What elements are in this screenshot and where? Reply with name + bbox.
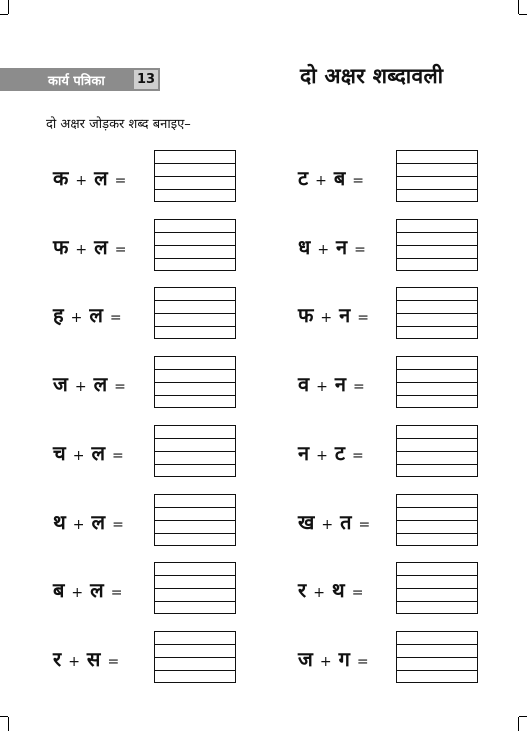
second-letter: न: [336, 235, 348, 259]
exercise-row: [0, 631, 527, 685]
equals-sign: =: [109, 310, 122, 326]
letter-equation: [298, 301, 369, 328]
first-letter: न: [298, 441, 310, 465]
second-letter: ल: [89, 303, 103, 327]
answer-writing-box[interactable]: [396, 631, 478, 683]
worksheet-tab: [0, 68, 160, 91]
plus-sign: +: [70, 310, 83, 326]
letter-equation: [298, 576, 363, 603]
exercise-row: [0, 219, 527, 273]
plus-sign: +: [75, 242, 88, 258]
equals-sign: =: [114, 379, 126, 395]
equals-sign: =: [352, 173, 364, 189]
first-letter: च: [53, 441, 66, 465]
second-letter: ल: [91, 510, 106, 534]
exercise-row: [0, 562, 527, 616]
plus-sign: +: [321, 517, 334, 533]
first-letter: ह: [53, 303, 64, 327]
first-letter: ज: [298, 647, 313, 671]
first-letter: र: [298, 578, 307, 602]
worksheet-tab-label: कार्य पत्रिका: [48, 73, 105, 89]
crop-mark: [519, 716, 527, 717]
first-letter: ब: [53, 578, 65, 602]
second-letter: ग: [338, 647, 350, 671]
plus-sign: +: [68, 654, 80, 670]
equals-sign: =: [352, 379, 365, 395]
second-letter: ब: [333, 166, 346, 190]
first-letter: फ: [298, 303, 314, 327]
second-letter: ल: [94, 235, 108, 259]
equals-sign: =: [356, 654, 369, 670]
equals-sign: =: [112, 448, 124, 464]
first-letter: र: [53, 647, 62, 671]
second-letter: स: [86, 647, 101, 671]
answer-writing-box[interactable]: [396, 562, 478, 614]
plus-sign: +: [72, 448, 85, 464]
second-letter: त: [340, 510, 352, 534]
first-letter: ट: [298, 166, 309, 190]
equals-sign: =: [114, 242, 127, 258]
plus-sign: +: [319, 654, 332, 670]
equals-sign: =: [114, 173, 127, 189]
crop-mark: [8, 0, 9, 14]
instruction-text: दो अक्षर जोड़कर शब्द बनाइए–: [46, 117, 191, 132]
equals-sign: =: [351, 585, 364, 601]
plus-sign: +: [316, 379, 328, 395]
equals-sign: =: [112, 517, 124, 533]
letter-equation: [298, 439, 364, 466]
page-number: 13: [134, 70, 158, 89]
plus-sign: +: [75, 173, 88, 189]
letter-equation: [298, 508, 370, 535]
letter-equation: [298, 370, 365, 397]
second-letter: ट: [334, 441, 345, 465]
answer-writing-box[interactable]: [396, 287, 478, 339]
second-letter: न: [334, 372, 346, 396]
first-letter: फ: [53, 235, 69, 259]
crop-mark: [519, 14, 527, 15]
crop-mark: [0, 716, 8, 717]
plus-sign: +: [313, 585, 325, 601]
page-title: दो अक्षर शब्दावली: [300, 64, 444, 88]
equals-sign: =: [358, 517, 371, 533]
equals-sign: =: [107, 654, 120, 670]
equals-sign: =: [110, 585, 123, 601]
answer-writing-box[interactable]: [396, 150, 478, 202]
second-letter: न: [339, 303, 351, 327]
equals-sign: =: [354, 242, 366, 258]
equals-sign: =: [351, 448, 364, 464]
plus-sign: +: [72, 517, 85, 533]
letter-equation: [298, 164, 364, 191]
plus-sign: +: [71, 585, 84, 601]
second-letter: ल: [93, 372, 108, 396]
plus-sign: +: [74, 379, 87, 395]
first-letter: ज: [53, 372, 68, 396]
crop-mark: [518, 717, 519, 731]
second-letter: ल: [90, 578, 104, 602]
first-letter: क: [53, 166, 69, 190]
plus-sign: +: [315, 173, 327, 189]
second-letter: ल: [94, 166, 108, 190]
answer-writing-box[interactable]: [396, 219, 478, 271]
crop-mark: [0, 14, 8, 15]
exercise-row: [0, 494, 527, 548]
equals-sign: =: [357, 310, 369, 326]
answer-writing-box[interactable]: [396, 494, 478, 546]
crop-mark: [8, 717, 9, 731]
exercise-row: [0, 150, 527, 204]
first-letter: व: [298, 372, 310, 396]
plus-sign: +: [320, 310, 333, 326]
first-letter: ख: [298, 510, 315, 534]
exercise-row: [0, 356, 527, 410]
plus-sign: +: [316, 448, 328, 464]
letter-equation: [298, 645, 369, 672]
plus-sign: +: [317, 242, 330, 258]
letter-equation: [298, 233, 366, 260]
first-letter: ध: [298, 235, 311, 259]
second-letter: ल: [91, 441, 105, 465]
second-letter: थ: [331, 578, 345, 602]
exercise-row: [0, 425, 527, 479]
answer-writing-box[interactable]: [396, 356, 478, 408]
exercise-row: [0, 287, 527, 341]
crop-mark: [518, 0, 519, 14]
answer-writing-box[interactable]: [396, 425, 478, 477]
first-letter: थ: [53, 510, 66, 534]
